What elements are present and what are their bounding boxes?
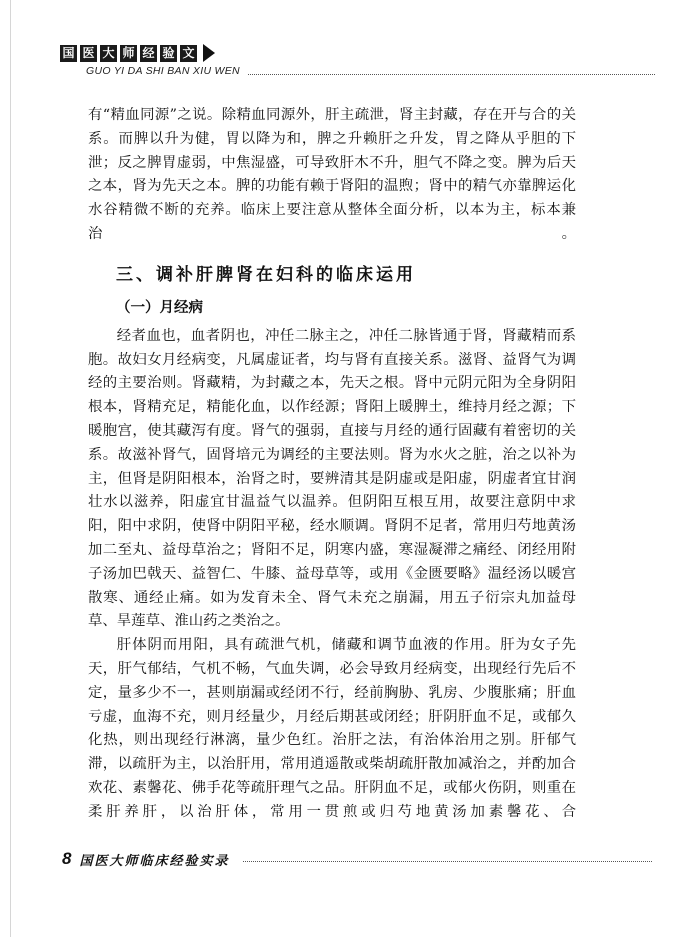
footer-book-title: 国医大师临床经验实录 <box>79 853 230 869</box>
series-char: 国 <box>60 45 77 62</box>
body-paragraph: 经者血也，血者阴也，冲任二脉主之，冲任二脉皆通于肾，肾藏精而系胞。故妇女月经病变，凡属虚证者，均与肾有直接关系。滋肾、益肾气为调经的主要治则。肾藏精，为封藏之本，先天之根。肾中元阴元阳为全身阴阳根本，肾精充足，精能化血，以作经源；肾阳上暖脾土，维持月经之源；下暖胞宫，使其藏泻有度。肾气的强弱，直接与月经的通行固藏有着密切的关系。故滋补肾气，固肾培元为调经的主要法则。肾为水火之脏，治之以补为主，但肾是阴阳根本，治肾之时，要辨清其是阴虚或是阳虚，阴虚者宜甘润壮水以滋养，阳虚宜甘温益气以温养。但阴阳互根互用，故要注意阴中求阳，阳中求阴，使肾中阴阳平秘，经水顺调。肾阴不足者，常用归芍地黄汤加二至丸、益母草治之；肾阳不足，阴寒内盛，寒湿凝滞之痛经、闭经用附子汤加巴戟天、益智仁、牛膝、益母草等，或用《金匮要略》温经汤以暖宫散寒、通经止痛。如为发育未全、肾气未充之崩漏，用五子衍宗丸加益母草、旱莲草、淮山药之类治之。 <box>88 327 576 630</box>
running-header <box>60 44 655 78</box>
series-char: 医 <box>80 45 97 62</box>
header-dotted-rule <box>248 74 655 75</box>
series-char: 文 <box>180 45 197 62</box>
series-char: 经 <box>140 45 157 62</box>
page-edge <box>10 0 11 937</box>
section-heading: 三、调补肝脾肾在妇科的临床运用 <box>116 264 416 285</box>
series-title <box>60 44 215 62</box>
page-number: 8 <box>62 849 72 868</box>
running-footer <box>62 846 652 872</box>
page-body <box>88 104 576 825</box>
footer-dotted-rule <box>243 861 652 862</box>
series-char: 师 <box>120 45 137 62</box>
header-pinyin: GUO YI DA SHI BAN XIU WEN <box>86 65 240 77</box>
triangle-arrow-icon <box>203 44 215 62</box>
intro-paragraph: 有“精血同源”之说。除精血同源外，肝主疏泄，肾主封藏，存在开与合的关系。而脾以升为健，胃以降为和，脾之升赖肝之升发，胃之降从乎胆的下泄；反之脾胃虚弱，中焦湿盛，可导致肝木不升，胆气不降之变。脾为后天之本，肾为先天之本。脾的功能有赖于肾阳的温煦；肾中的精气亦靠脾运化水谷精微不断的充养。临床上要注意从整体全面分析，以本为主，标本兼治。 <box>88 107 576 242</box>
series-char: 验 <box>160 45 177 62</box>
body-paragraph: 肝体阴而用阳，具有疏泄气机，储藏和调节血液的作用。肝为女子先天，肝气郁结，气机不畅，气血失调，必会导致月经病变，出现经行先后不定，量多少不一，甚则崩漏或经闭不行，经前胸胁、乳房、少腹胀痛；肝血亏虚，血海不充，则月经量少，月经后期甚或闭经；肝阴肝血不足，或郁久化热，则出现经行淋漓，量少色红。治肝之法，有治体治用之别。肝郁气滞，以疏肝为主，以治肝用，常用逍遥散或柴胡疏肝散加减治之，并酌加合欢花、素馨花、佛手花等疏肝理气之品。肝阴血不足，或郁火伤阴，则重在柔肝养肝，以治肝体，常用一贯煎或归芍地黄汤加素馨花、合 <box>88 637 576 820</box>
subsection-heading: （一）月经病 <box>116 299 203 316</box>
series-char: 大 <box>100 45 117 62</box>
